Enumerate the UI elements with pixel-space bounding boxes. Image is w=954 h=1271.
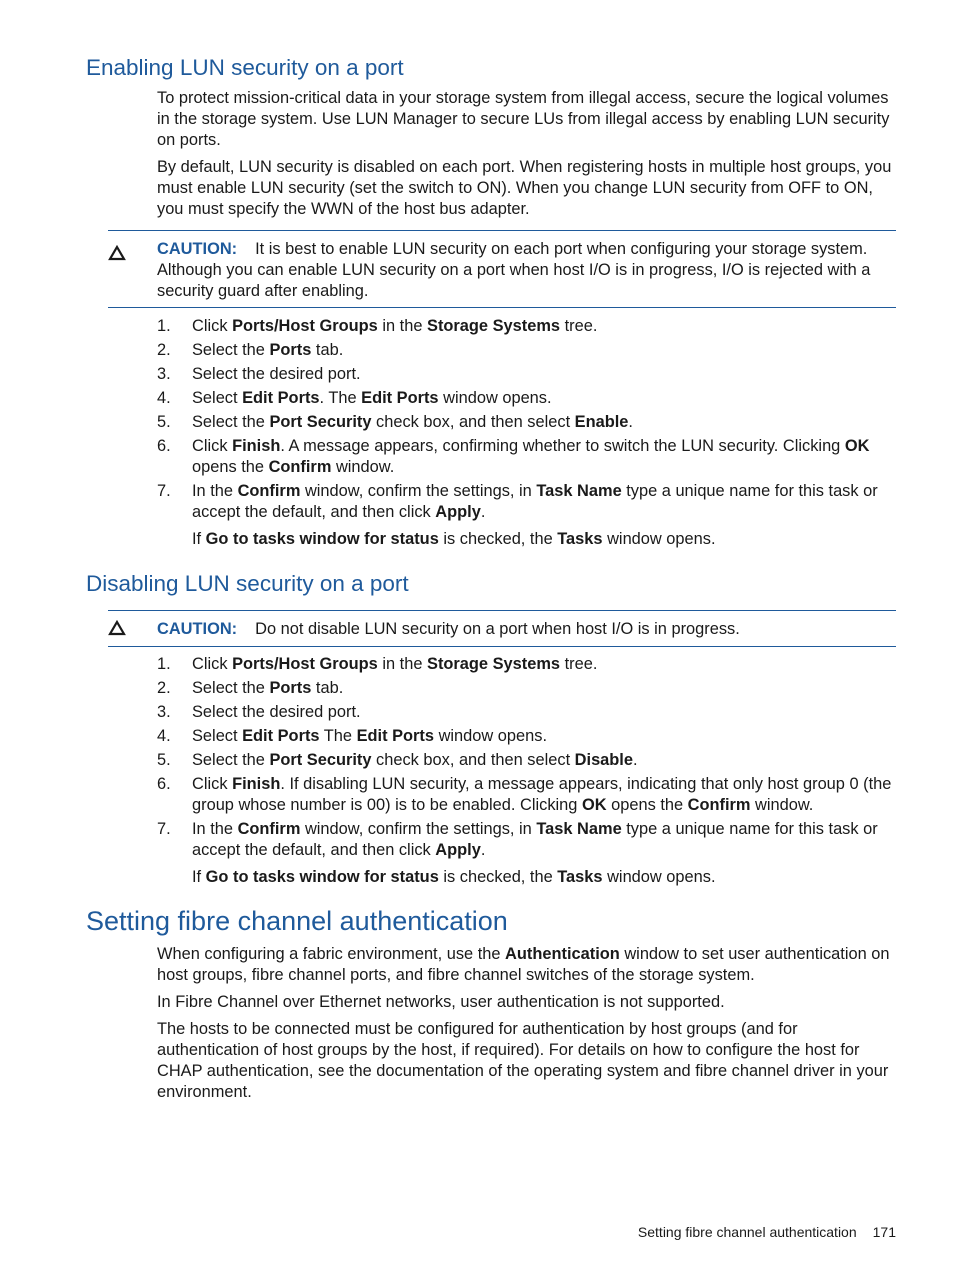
step-number: 2. xyxy=(157,679,171,697)
ui-term: OK xyxy=(581,796,607,814)
caution-icon xyxy=(108,245,126,261)
step-item xyxy=(157,388,899,409)
ui-term: Edit Ports xyxy=(242,727,320,745)
paragraph: The hosts to be connected must be configured for authentication by host groups (and for authentication of host groups by the host, if required). For details on how to configure the host for CHAP authentication, see the documentation of the operating system and fibre channel driver in your environment. xyxy=(157,1020,889,1101)
step-text: Select Edit Ports The Edit Ports window opens. xyxy=(192,727,547,745)
step-item xyxy=(157,726,899,747)
ui-term: Authentication xyxy=(505,945,620,963)
step-number: 1. xyxy=(157,317,171,335)
step-item xyxy=(157,316,899,337)
ui-term: Apply xyxy=(435,841,481,859)
step-number: 3. xyxy=(157,703,171,721)
step-item xyxy=(157,774,899,816)
ui-term: Edit Ports xyxy=(361,389,439,407)
step-text: Click Ports/Host Groups in the Storage Systems tree. xyxy=(192,655,598,673)
paragraph: To protect mission-critical data in your storage system from illegal access, secure the logical volumes in the storage system. Use LUN Manager to secure LUs from illegal access by enabling LUN security on ports. xyxy=(157,89,890,149)
caution-label: CAUTION: xyxy=(157,240,238,258)
ui-term: Storage Systems xyxy=(427,317,561,335)
step-item xyxy=(157,750,899,771)
ui-term: Confirm xyxy=(687,796,751,814)
step-text: Click Ports/Host Groups in the Storage Systems tree. xyxy=(192,317,598,335)
ui-term: Confirm xyxy=(237,482,301,500)
ui-term: Disable xyxy=(574,751,633,769)
step-list xyxy=(157,316,899,526)
ui-term: Storage Systems xyxy=(427,655,561,673)
caution-text: CAUTION: It is best to enable LUN security on each port when configuring your storage system. Although you can enable LUN security on a port when host I/O is in progress, I/O is rejected with a security guard after enabling. xyxy=(157,240,871,300)
step-text: Click Finish. If disabling LUN security, a message appears, indicating that only host group 0 (the group whose number is 00) is to be enabled. Clicking OK opens the Confirm window. xyxy=(192,775,892,814)
page-number: 171 xyxy=(872,1224,896,1240)
step-number: 7. xyxy=(157,482,171,500)
paragraph: When configuring a fabric environment, use the Authentication window to set user authentication on host groups, fibre channel ports, and fibre channel switches of the storage system. xyxy=(157,945,890,984)
ui-term: Ports xyxy=(269,341,312,359)
ui-term: Ports xyxy=(269,679,312,697)
step-number: 5. xyxy=(157,413,171,431)
step-item xyxy=(157,340,899,361)
step-text: In the Confirm window, confirm the settings, in Task Name type a unique name for this task or accept the default, and then click Apply. xyxy=(192,820,878,859)
step-number: 5. xyxy=(157,751,171,769)
ui-term: Task Name xyxy=(536,820,622,838)
caution-box xyxy=(108,610,896,647)
section-heading-fibre-channel: Setting fibre channel authentication xyxy=(86,906,508,936)
ui-term: Port Security xyxy=(269,751,372,769)
section-heading-enabling: Enabling LUN security on a port xyxy=(86,55,404,80)
step-note: If Go to tasks window for status is checked, the Tasks window opens. xyxy=(192,868,716,886)
paragraph: By default, LUN security is disabled on each port. When registering hosts in multiple host groups, you must enable LUN security (set the switch to ON). When you change LUN security from OFF to ON, you must specify the WWN of the host bus adapter. xyxy=(157,158,892,218)
step-number: 1. xyxy=(157,655,171,673)
step-text: Select the Port Security check box, and then select Disable. xyxy=(192,751,638,769)
ui-term: Go to tasks window for status xyxy=(205,530,439,548)
ui-term: Edit Ports xyxy=(356,727,435,745)
step-number: 2. xyxy=(157,341,171,359)
step-list xyxy=(157,654,899,864)
ui-term: Port Security xyxy=(269,413,372,431)
step-number: 7. xyxy=(157,820,171,838)
ui-term: Tasks xyxy=(557,530,603,548)
ui-term: Finish xyxy=(232,775,281,793)
step-item xyxy=(157,481,899,523)
footer-title: Setting fibre channel authentication xyxy=(637,1224,857,1240)
caution-text: CAUTION: Do not disable LUN security on a port when host I/O is in progress. xyxy=(157,620,740,638)
ui-term: Tasks xyxy=(557,868,603,886)
step-note: If Go to tasks window for status is checked, the Tasks window opens. xyxy=(192,530,716,548)
step-number: 3. xyxy=(157,365,171,383)
ui-term: OK xyxy=(844,437,870,455)
step-number: 4. xyxy=(157,389,171,407)
step-text: In the Confirm window, confirm the settings, in Task Name type a unique name for this task or accept the default, and then click Apply. xyxy=(192,482,878,521)
ui-term: Enable xyxy=(574,413,629,431)
caution-icon xyxy=(108,620,126,636)
step-item xyxy=(157,436,899,478)
step-text: Select the desired port. xyxy=(192,365,361,383)
step-item xyxy=(157,364,899,385)
caution-label: CAUTION: xyxy=(157,620,238,638)
step-number: 6. xyxy=(157,775,171,793)
ui-term: Task Name xyxy=(536,482,622,500)
ui-term: Finish xyxy=(232,437,281,455)
step-text: Click Finish. A message appears, confirming whether to switch the LUN security. Clicking OK opens the Confirm window. xyxy=(192,437,870,476)
step-item xyxy=(157,654,899,675)
ui-term: Confirm xyxy=(237,820,301,838)
step-item xyxy=(157,702,899,723)
step-text: Select the Port Security check box, and then select Enable. xyxy=(192,413,633,431)
ui-term: Ports/Host Groups xyxy=(232,317,378,335)
step-item xyxy=(157,819,899,861)
step-text: Select the Ports tab. xyxy=(192,341,344,359)
paragraph: In Fibre Channel over Ethernet networks, user authentication is not supported. xyxy=(157,993,725,1011)
ui-term: Go to tasks window for status xyxy=(205,868,439,886)
caution-box xyxy=(108,230,896,308)
step-item xyxy=(157,678,899,699)
step-text: Select the Ports tab. xyxy=(192,679,344,697)
ui-term: Edit Ports xyxy=(242,389,320,407)
page-footer xyxy=(638,1222,896,1243)
step-text: Select Edit Ports. The Edit Ports window opens. xyxy=(192,389,552,407)
ui-term: Confirm xyxy=(268,458,332,476)
section-heading-disabling: Disabling LUN security on a port xyxy=(86,571,409,596)
step-number: 6. xyxy=(157,437,171,455)
ui-term: Ports/Host Groups xyxy=(232,655,378,673)
step-number: 4. xyxy=(157,727,171,745)
step-text: Select the desired port. xyxy=(192,703,361,721)
step-item xyxy=(157,412,899,433)
ui-term: Apply xyxy=(435,503,481,521)
